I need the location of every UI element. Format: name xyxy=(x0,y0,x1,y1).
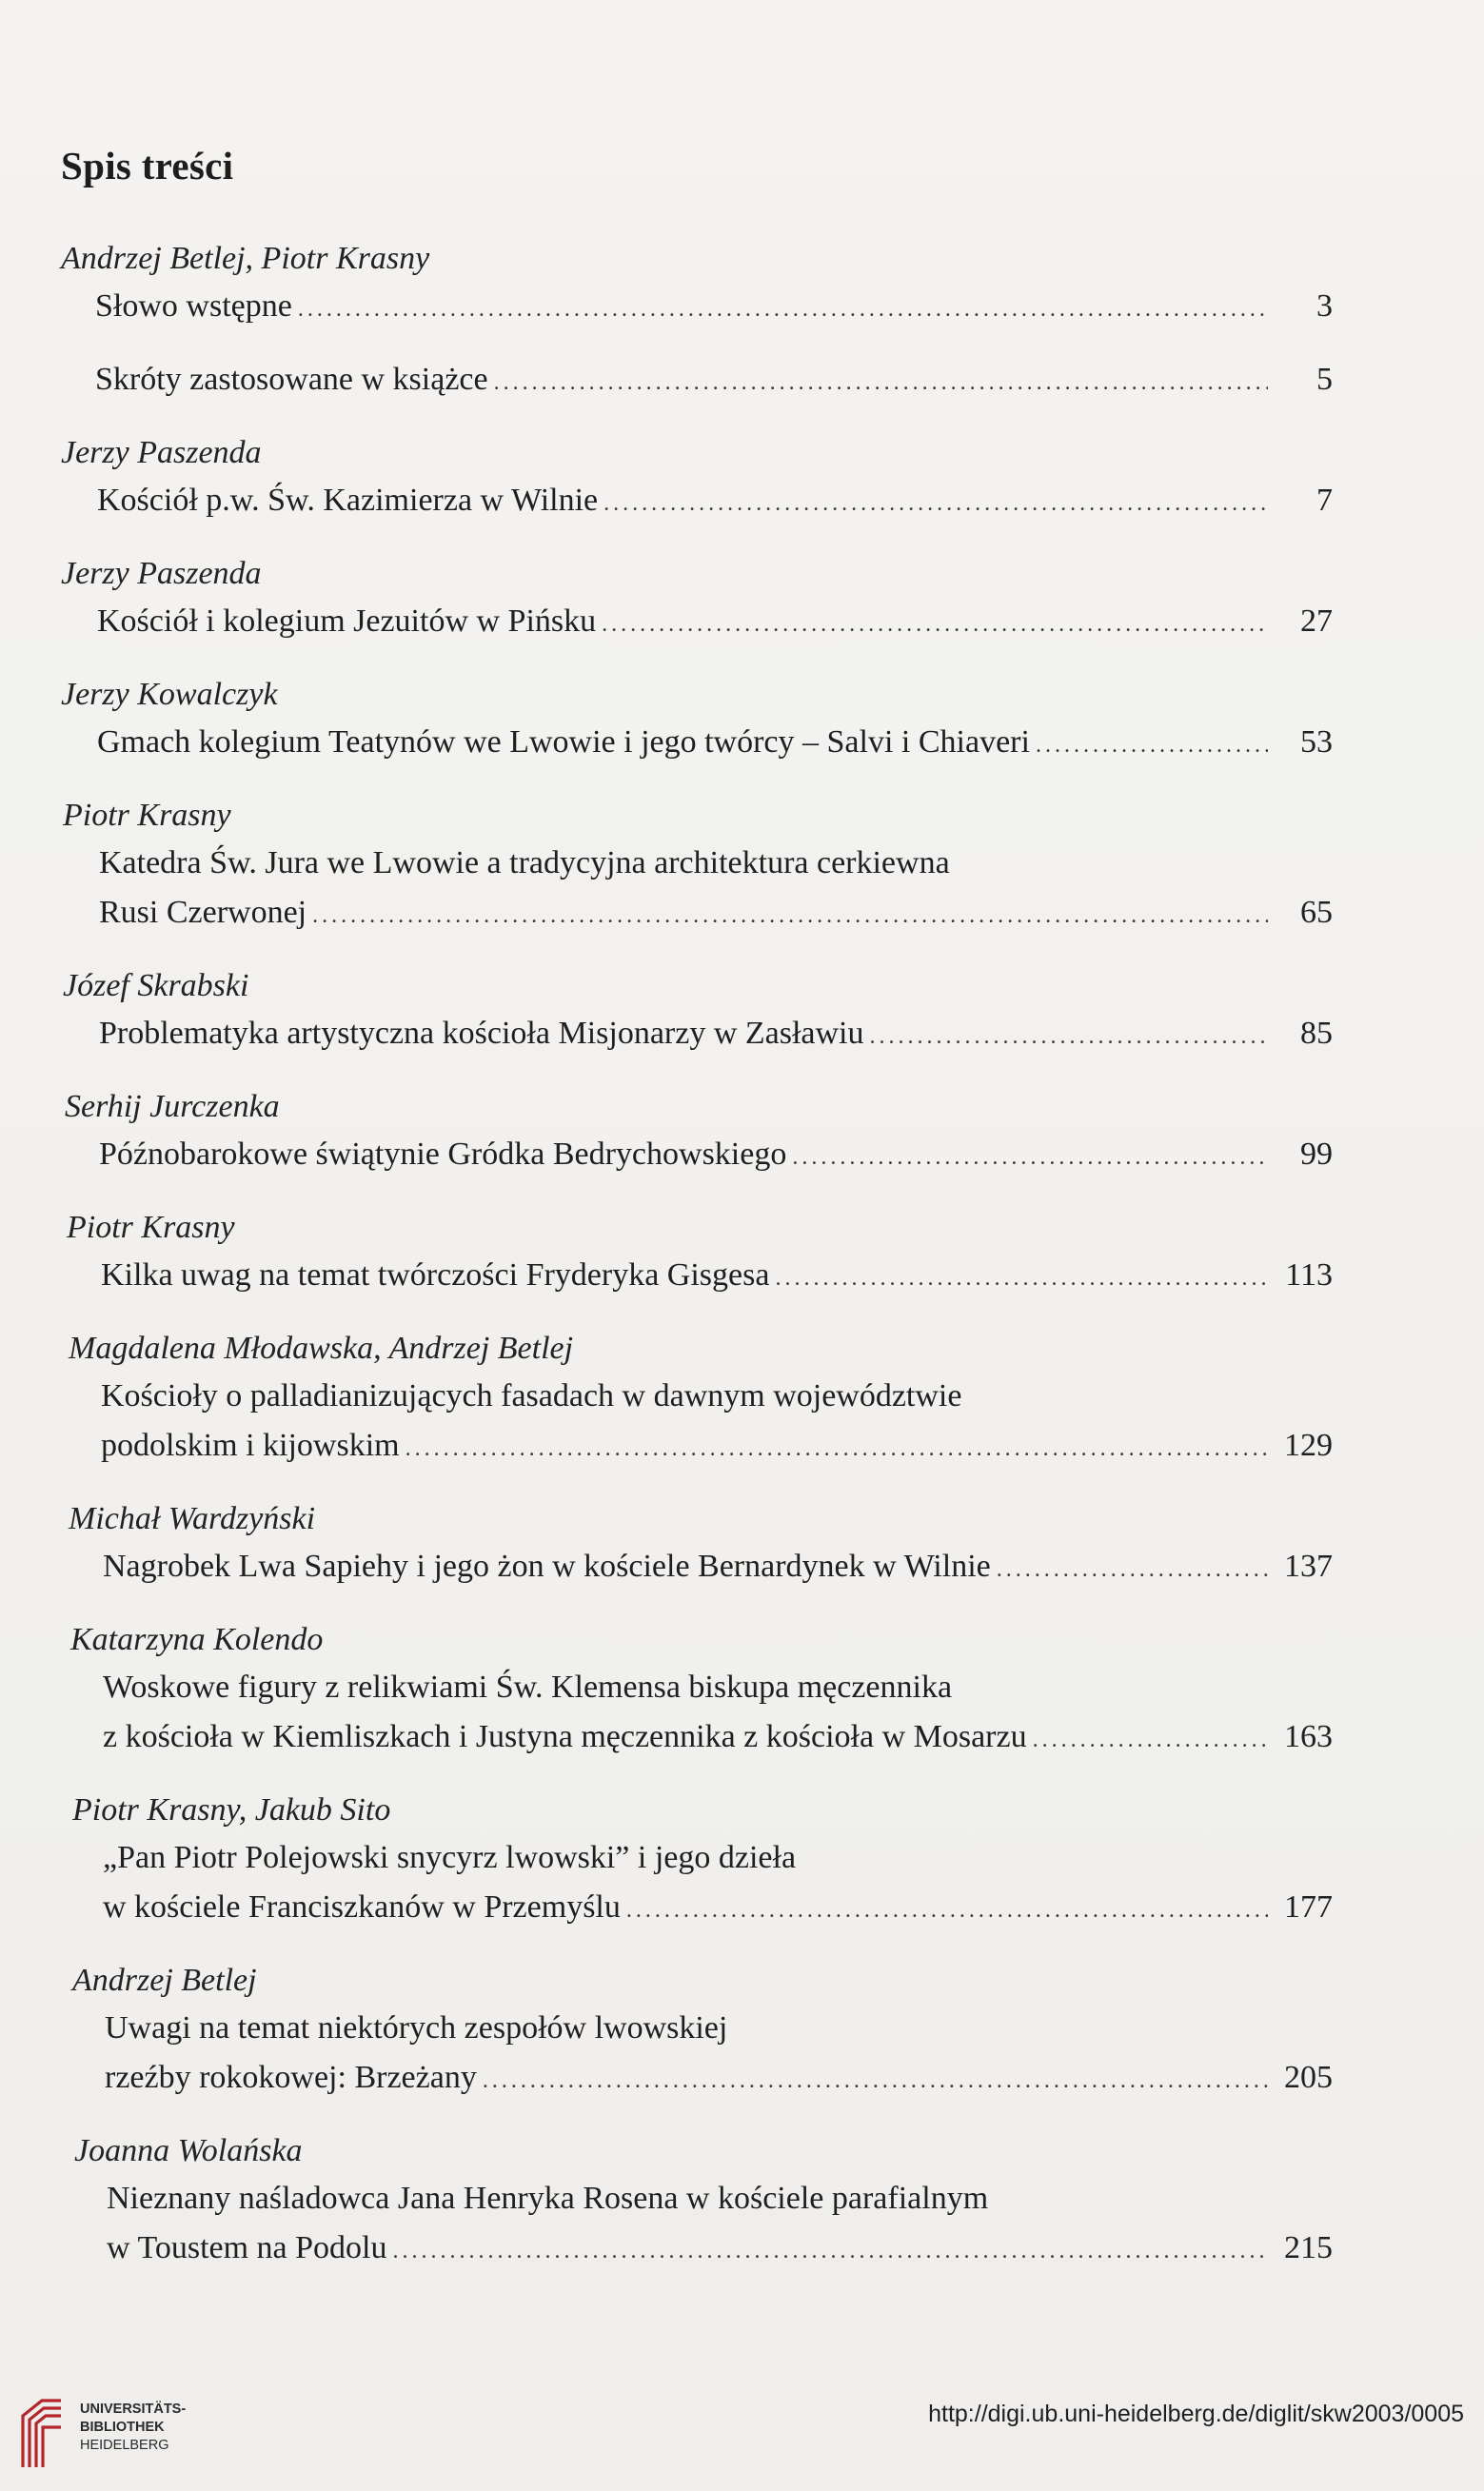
toc-title: z kościoła w Kiemliszkach i Justyna męczennika z kościoła w Mosarzu xyxy=(103,1719,1027,1754)
toc-entry[interactable] xyxy=(0,1084,1484,1182)
toc-title: Kościół p.w. Św. Kazimierza w Wilnie xyxy=(97,483,599,518)
toc-entry[interactable] xyxy=(0,1958,1484,2105)
toc-title: Nieznany naśladowca Jana Henryka Rosena w kościele parafialnym xyxy=(107,2181,989,2216)
toc-entry[interactable] xyxy=(0,1788,1484,1935)
library-name-line: BIBLIOTHEK xyxy=(80,2420,165,2435)
table-of-contents xyxy=(0,236,1484,2276)
toc-author: Jerzy Paszenda xyxy=(61,435,262,470)
toc-leader-dots xyxy=(483,2056,1268,2105)
toc-entry[interactable] xyxy=(0,1326,1484,1473)
toc-leader-dots xyxy=(312,891,1268,940)
toc-entry[interactable] xyxy=(0,551,1484,649)
toc-leader-dots xyxy=(603,479,1268,528)
library-name-line: UNIVERSITÄTS- xyxy=(80,2402,187,2417)
toc-title: Kilka uwag na temat twórczości Fryderyka Gisgesa xyxy=(101,1257,770,1293)
toc-author: Serhij Jurczenka xyxy=(65,1089,280,1124)
toc-page-number: 113 xyxy=(1285,1257,1333,1293)
toc-author: Katarzyna Kolendo xyxy=(70,1622,324,1657)
toc-page-number: 3 xyxy=(1316,288,1333,324)
toc-title: Późnobarokowe świątynie Gródka Bedrychowskiego xyxy=(99,1137,787,1172)
toc-author: Andrzej Betlej xyxy=(72,1963,257,1998)
toc-author: Joanna Wolańska xyxy=(74,2133,303,2168)
toc-author: Magdalena Młodawska, Andrzej Betlej xyxy=(69,1331,574,1366)
toc-leader-dots xyxy=(870,1012,1269,1061)
toc-leader-dots xyxy=(393,2226,1269,2276)
toc-entry[interactable] xyxy=(0,672,1484,770)
toc-author: Piotr Krasny, Jakub Sito xyxy=(72,1792,391,1828)
toc-entry[interactable] xyxy=(0,2128,1484,2276)
toc-leader-dots xyxy=(494,358,1268,407)
toc-page-number: 205 xyxy=(1284,2060,1333,2095)
toc-leader-dots xyxy=(626,1886,1268,1935)
toc-title: podolskim i kijowskim xyxy=(101,1428,400,1463)
toc-title: Gmach kolegium Teatynów we Lwowie i jego twórcy – Salvi i Chiaveri xyxy=(97,724,1030,760)
toc-title: Słowo wstępne xyxy=(95,288,292,324)
toc-entry[interactable] xyxy=(0,793,1484,940)
toc-title: Problematyka artystyczna kościoła Misjonarzy w Zasławiu xyxy=(99,1016,864,1051)
toc-page-number: 27 xyxy=(1300,603,1333,639)
toc-title: Kościoły o palladianizujących fasadach w dawnym województwie xyxy=(101,1378,962,1414)
toc-title: w kościele Franciszkanów w Przemyślu xyxy=(103,1889,621,1925)
toc-page-number: 85 xyxy=(1300,1016,1333,1051)
toc-author: Jerzy Kowalczyk xyxy=(61,677,278,712)
toc-leader-dots xyxy=(298,285,1268,334)
toc-page-number: 5 xyxy=(1316,362,1333,397)
page-title: Spis treści xyxy=(61,144,234,188)
toc-page-number: 99 xyxy=(1300,1137,1333,1172)
toc-page-number: 163 xyxy=(1284,1719,1333,1754)
toc-author: Jerzy Paszenda xyxy=(61,556,262,591)
toc-entry[interactable] xyxy=(0,236,1484,334)
toc-entry[interactable] xyxy=(0,963,1484,1061)
toc-entry[interactable] xyxy=(0,430,1484,528)
toc-title: Kościół i kolegium Jezuitów w Pińsku xyxy=(97,603,597,639)
toc-author: Andrzej Betlej, Piotr Krasny xyxy=(61,241,430,276)
toc-entry[interactable] xyxy=(0,1496,1484,1594)
toc-page-number: 177 xyxy=(1284,1889,1333,1925)
toc-author: Piotr Krasny xyxy=(63,798,231,833)
toc-leader-dots xyxy=(997,1545,1268,1594)
toc-leader-dots xyxy=(406,1424,1268,1473)
toc-title: Woskowe figury z relikwiami Św. Klemensa biskupa męczennika xyxy=(103,1670,953,1705)
source-url[interactable]: http://digi.ub.uni-heidelberg.de/diglit/skw2003/0005 xyxy=(928,2401,1464,2427)
toc-title: w Toustem na Podolu xyxy=(107,2230,387,2265)
toc-title: Rusi Czerwonej xyxy=(99,895,307,930)
toc-leader-dots xyxy=(775,1254,1268,1303)
toc-leader-dots xyxy=(1036,721,1268,770)
toc-author: Michał Wardzyński xyxy=(69,1501,316,1536)
toc-title: Uwagi na temat niektórych zespołów lwowskiej xyxy=(105,2010,728,2046)
toc-author: Piotr Krasny xyxy=(67,1210,235,1245)
toc-page-number: 129 xyxy=(1284,1428,1333,1463)
library-logo-icon xyxy=(15,2387,72,2473)
toc-entry[interactable] xyxy=(0,355,1484,407)
toc-leader-dots xyxy=(602,600,1268,649)
toc-page-number: 215 xyxy=(1284,2230,1333,2265)
library-logo xyxy=(15,2387,206,2473)
library-name xyxy=(80,2401,186,2455)
toc-title: „Pan Piotr Polejowski snycyrz lwowski” i jego dzieła xyxy=(103,1840,797,1875)
toc-leader-dots xyxy=(1033,1715,1268,1765)
toc-entry[interactable] xyxy=(0,1205,1484,1303)
toc-author: Józef Skrabski xyxy=(63,968,249,1003)
toc-page-number: 53 xyxy=(1300,724,1333,760)
toc-title: Skróty zastosowane w książce xyxy=(95,362,488,397)
toc-leader-dots xyxy=(792,1133,1268,1182)
library-name-line: HEIDELBERG xyxy=(80,2438,169,2453)
toc-title: Katedra Św. Jura we Lwowie a tradycyjna architektura cerkiewna xyxy=(99,845,950,880)
toc-entry[interactable] xyxy=(0,1617,1484,1765)
toc-page-number: 7 xyxy=(1316,483,1333,518)
toc-title: rzeźby rokokowej: Brzeżany xyxy=(105,2060,477,2095)
toc-title: Nagrobek Lwa Sapiehy i jego żon w kościele Bernardynek w Wilnie xyxy=(103,1549,991,1584)
toc-page-number: 65 xyxy=(1300,895,1333,930)
toc-page-number: 137 xyxy=(1284,1549,1333,1584)
